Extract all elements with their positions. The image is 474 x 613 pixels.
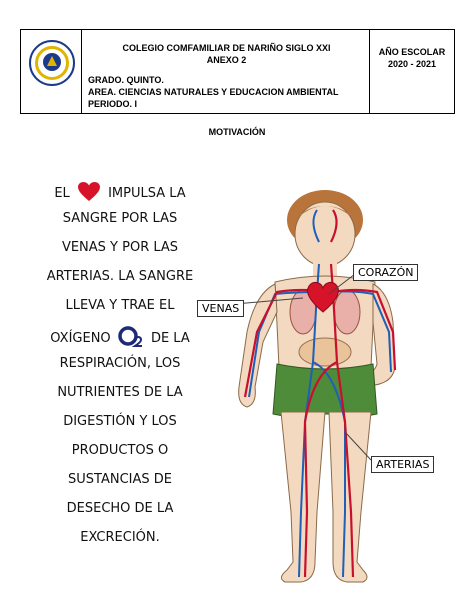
veins-label: VENAS [197,300,244,317]
school-name: COLEGIO COMFAMILIAR DE NARIÑO SIGLO XXI [122,43,331,53]
poem-text: DE LA [150,331,190,346]
poem-text: OXÍGENO [50,331,111,346]
area-label: AREA. CIENCIAS NATURALES Y EDUCACION AMBIENTAL [88,87,339,97]
period-label: PERIODO. I [88,99,138,109]
logo-cell [21,30,82,113]
poem-line-11: SUSTANCIAS DE [68,472,172,487]
poem-line-5: LLEVA Y TRAE EL [65,298,175,313]
header-table [20,29,455,114]
poem-line-2: SANGRE POR LAS [62,211,178,226]
school-year-label: AÑO ESCOLAR [378,47,446,57]
arteries-label: ARTERIAS [371,456,434,473]
motivation-text [20,181,220,558]
poem-line-7: RESPIRACIÓN, LOS [59,356,181,371]
school-year-cell [370,30,454,113]
section-title: MOTIVACIÓN [208,127,266,137]
school-year-value: 2020 - 2021 [387,59,437,69]
child-body-diagram [205,182,450,607]
poem-text: IMPULSA LA [108,186,186,201]
poem-line-1 [20,181,220,210]
oxygen-o2-icon [118,326,144,348]
grade-label: GRADO. QUINTO. [88,75,164,85]
header-info-cell [82,30,370,113]
heart-icon [77,181,101,202]
poem-line-8: NUTRIENTES DE LA [57,385,183,400]
poem-line-6 [20,326,220,355]
heart-label: CORAZÓN [353,264,418,281]
poem-line-13: EXCRECIÓN. [80,530,160,545]
poem-line-12: DESECHO DE LA [66,501,174,516]
poem-line-10: PRODUCTOS O [71,443,169,458]
circulatory-system-illustration [202,182,450,607]
poem-line-9: DIGESTIÓN Y LOS [63,414,177,429]
poem-line-4: ARTERIAS. LA SANGRE [46,269,194,284]
school-logo [29,40,75,86]
poem-line-3: VENAS Y POR LAS [61,240,179,255]
poem-text: EL [54,186,70,201]
annex-label: ANEXO 2 [206,55,247,65]
